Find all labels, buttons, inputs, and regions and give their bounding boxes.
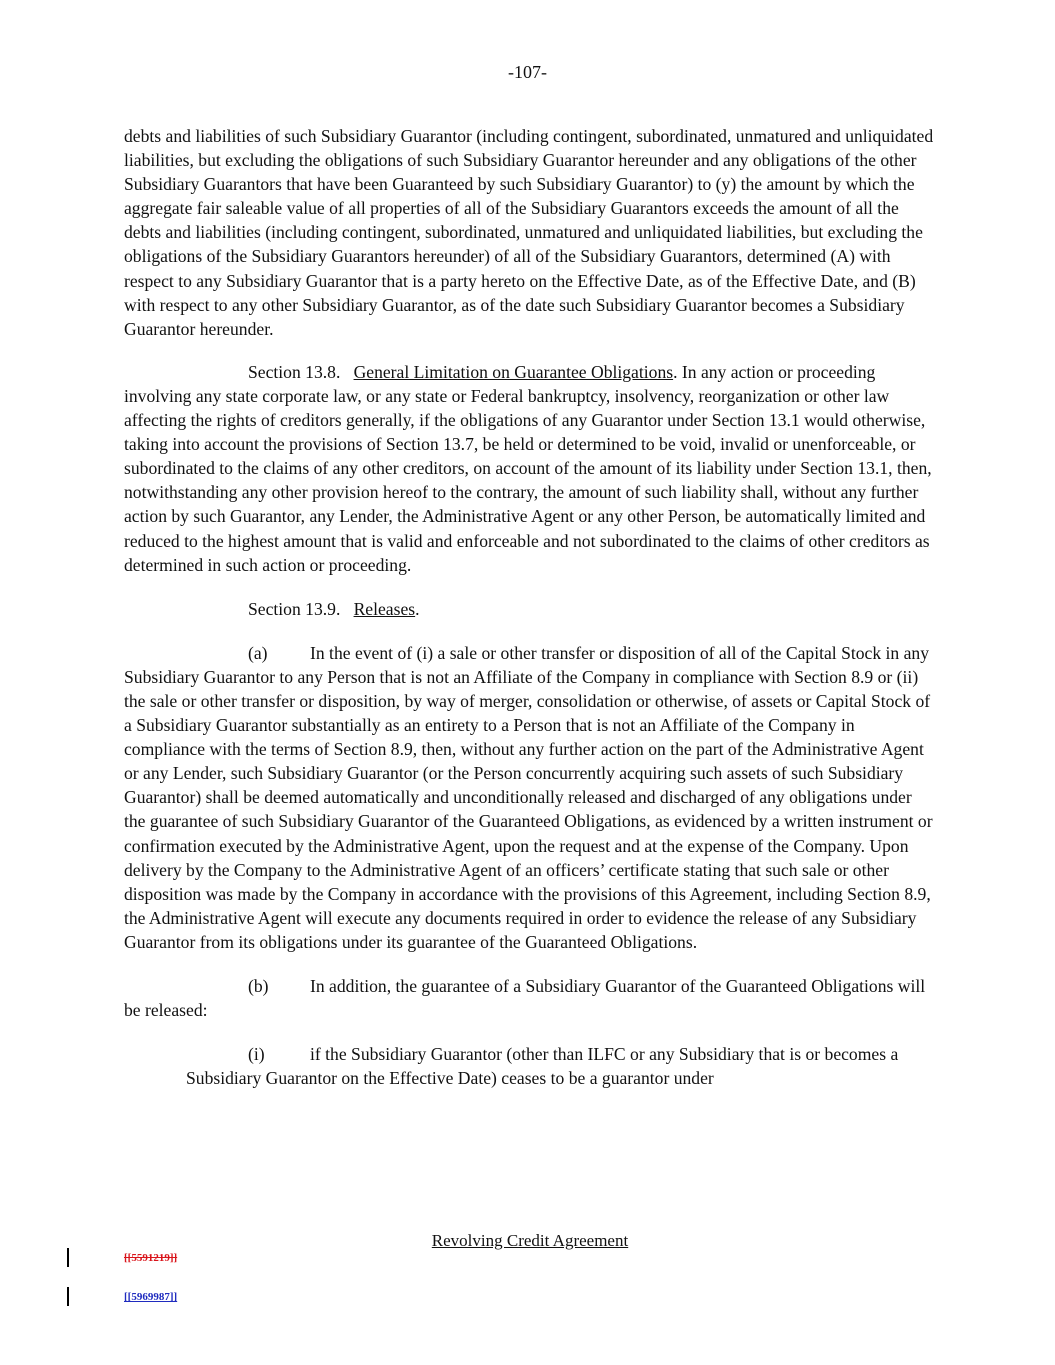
change-bar-inserted xyxy=(67,1287,69,1306)
clause-b-paragraph xyxy=(124,974,934,1022)
change-bar-deleted xyxy=(67,1248,69,1267)
clause-b-i-text: if the Subsidiary Guarantor (other than ILFC or any Subsidiary that is or becomes a Subsidiary Guarantor on the Effective Date) ceases to be a guarantor under xyxy=(186,1044,899,1089)
inserted-document-id: [[5969987]] xyxy=(124,1291,178,1303)
footer-agreement-title: Revolving Credit Agreement xyxy=(431,1231,629,1250)
section-13-9-number: Section 13.9. xyxy=(248,598,341,619)
section-13-8-text: . In any action or proceeding involving any state corporate law, or any state or Federal bankruptcy, insolvency, reorganization or other law affecting the rights of creditors generally, if the obligations of any Guarantor under Section 13.1 would otherwise, taking into account the provisions of Section 13.7, be held or determined to be void, invalid or unenforceable, or subordinated to the claims of any other creditors, on account of the amount of its liability under Section 13.1, then, notwithstanding any other provision hereof to the contrary, the amount of such liability shall, without any further action by such Guarantor, any Lender, the Administrative Agent or any other Person, be automatically limited and reduced to the highest amount that is valid and enforceable and not subordinated to the claims of other creditors as determined in such action or proceeding. xyxy=(124,361,932,575)
clause-b-text: In addition, the guarantee of a Subsidiary Guarantor of the Guaranteed Obligations will be released: xyxy=(124,976,926,1021)
clause-b-label: (b) xyxy=(248,976,269,996)
clause-a-label: (a) xyxy=(248,642,268,663)
clause-b-i-label: (i) xyxy=(248,1044,265,1065)
section-13-8-heading: General Limitation on Guarantee Obligations xyxy=(353,361,674,382)
document-body xyxy=(124,124,934,1110)
clause-a-paragraph xyxy=(124,641,934,954)
section-13-9-period: . xyxy=(415,598,420,619)
section-13-8-number: Section 13.8. xyxy=(248,361,341,382)
deleted-document-id: [[5591219]] xyxy=(124,1252,178,1264)
paragraph-continued-debts: debts and liabilities of such Subsidiary Guarantor (including contingent, subordinated, unmatured and unliquidated liabilities, but excluding the obligations of such Subsidiary Guarantor hereunder and any obligations of the other Subsidiary Guarantors that have been Guaranteed by such Subsidiary Guarantor) to (y) the amount by which the aggregate fair saleable value of all properties of all of the Subsidiary Guarantors exceeds the amount of all the debts and liabilities (including contingent, subordinated, unmatured and unliquidated liabilities, but excluding the obligations of the Subsidiary Guarantors hereunder) of all of the Subsidiary Guarantors, determined (A) with respect to any Subsidiary Guarantor that is a party hereto on the Effective Date, as of the Effective Date, and (B) with respect to any other Subsidiary Guarantor, as of the date such Subsidiary Guarantor becomes a Subsidiary Guarantor hereunder. xyxy=(124,126,934,339)
section-13-8-paragraph xyxy=(124,360,934,577)
clause-b-i-paragraph xyxy=(124,1042,934,1090)
page-number: -107- xyxy=(508,62,547,82)
section-13-9-heading-line xyxy=(124,597,934,621)
clause-a-text: In the event of (i) a sale or other transfer or disposition of all of the Capital Stock in any Subsidiary Guarantor to any Person that is not an Affiliate of the Company in compliance with Section 8.9 or (ii) the sale or other transfer or disposition, by way of merger, consolidation or otherwise, of assets or Capital Stock of a Subsidiary Guarantor substantially as an entirety to a Person that is not an Affiliate of the Company in compliance with the terms of Section 8.9, then, without any further action on the part of the Administrative Agent or any Lender, such Subsidiary Guarantor (or the Person concurrently acquiring such assets of such Subsidiary Guarantor) shall be deemed automatically and unconditionally released and discharged of any obligations under the guarantee of such Subsidiary Guarantor of the Guaranteed Obligations, as evidenced by a written instrument or confirmation executed by the Administrative Agent, upon the request and at the expense of the Company. Upon delivery by the Company to the Administrative Agent of an officers’ certificate stating that such sale or other disposition was made by the Company in accordance with the provisions of this Agreement, including Section 8.9, the Administrative Agent will execute any documents required in order to evidence the release of any Subsidiary Guarantor from its obligations under its guarantee of the Guaranteed Obligations. xyxy=(124,642,933,952)
section-13-9-heading: Releases xyxy=(353,598,416,619)
